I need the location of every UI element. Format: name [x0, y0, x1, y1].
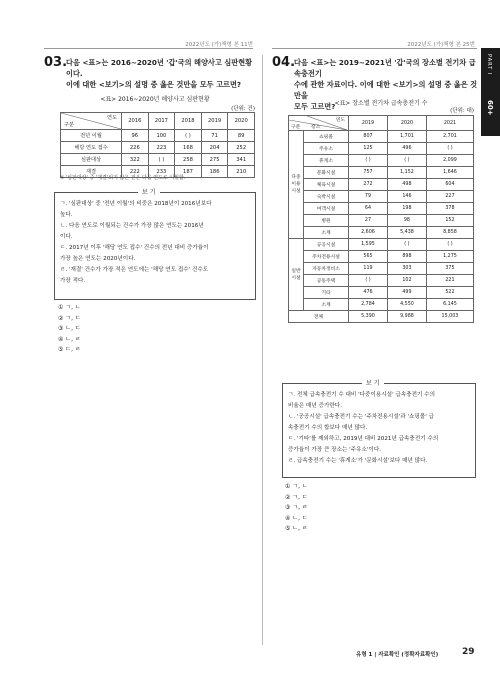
q4-row-label: 주유소: [304, 143, 349, 155]
bogi-line: 가장 적다.: [60, 278, 86, 284]
q4-row-label: 공동주택: [304, 275, 349, 287]
q4-unit: (단위: 대): [450, 108, 474, 114]
sidebar-tag: 60+: [486, 100, 494, 116]
q3-row-label: 해당 연도 접수: [61, 142, 122, 154]
table-row: [289, 191, 474, 203]
bogi-line: 비율은 매년 증가한다.: [288, 403, 342, 409]
bogi-line: 가장 높은 연도는 2020년이다.: [60, 256, 136, 262]
q4-cell: 898: [387, 251, 426, 263]
page-number: 29: [462, 647, 475, 657]
q4-text-line: 수에 관한 자료이다. 이에 대한 <보기>의 설명 중 옳은 것만을: [294, 80, 478, 100]
table-row: [289, 203, 474, 215]
q4-group2-label: 일반 시설: [289, 239, 304, 311]
q4-option-2[interactable]: ② ㄱ, ㄷ: [285, 493, 308, 501]
q4-cell: 198: [387, 203, 426, 215]
q4-cell: ( ): [387, 155, 426, 167]
q3-cell: 96: [122, 130, 149, 142]
q4-cell: 4,550: [387, 299, 426, 311]
q4-cell: 15,003: [426, 311, 473, 323]
q3-bogi-title: 보 기: [138, 187, 160, 196]
q4-bogi-box: [282, 383, 476, 478]
q4-cell: 1,701: [387, 131, 426, 143]
q3-footnote: ※ '심판대상' 중 '재결'되지 않은 건은 다음 연도로 이월함.: [60, 175, 186, 181]
q3-text-line: 이에 대한 <보기>의 설명 중 옳은 것만을 모두 고르면?: [66, 80, 242, 89]
table-row: [289, 131, 474, 143]
q3-corner-cell: [61, 113, 122, 130]
footer-label: 유형 1 | 자료확인 (정확자료확인): [356, 652, 439, 658]
bogi-line: ㄹ. '재결' 건수가 가장 적은 연도에는 '해당 연도 접수' 건수도: [60, 267, 209, 273]
q4-row-label: 체육시설: [304, 179, 349, 191]
q3-option-4[interactable]: ④ ㄴ, ㄹ: [58, 335, 81, 343]
q4-cell: 125: [349, 143, 388, 155]
table-row: [289, 251, 474, 263]
q3-bogi-box: [54, 192, 256, 300]
q4-year-header: 2020: [387, 116, 426, 131]
table-row: [289, 239, 474, 251]
table-row: [289, 275, 474, 287]
q3-option-2[interactable]: ② ㄱ, ㄷ: [58, 314, 81, 322]
q4-table-caption: <표> 장소별 전기차 급속충전기 수: [334, 100, 428, 107]
q3-table-header-row: [61, 113, 255, 130]
q4-cell: ( ): [387, 239, 426, 251]
q3-cell: 100: [148, 130, 175, 142]
q4-cell: ( ): [426, 143, 473, 155]
q3-cell: 187: [175, 166, 202, 178]
q4-row-label: 쇼핑몰: [304, 131, 349, 143]
q3-corner-bottom: 구분: [64, 122, 75, 128]
q3-number: 03.: [44, 55, 68, 70]
q4-row-label: 병원: [304, 215, 349, 227]
q3-cell: 186: [201, 166, 228, 178]
table-row: [289, 155, 474, 167]
q3-cell: 222: [122, 166, 149, 178]
q3-option-1[interactable]: ① ㄱ, ㄴ: [58, 304, 81, 311]
table-row: [61, 130, 255, 142]
q4-cell: 2,606: [349, 227, 388, 239]
q3-year-header: 2016: [122, 113, 149, 130]
q3-cell: 204: [201, 142, 228, 154]
q4-row-label: 소계: [304, 227, 349, 239]
q4-cell: 64: [349, 203, 388, 215]
q4-total-label: 전체: [289, 311, 349, 323]
q4-cell: 807: [349, 131, 388, 143]
q3-cell: ( ): [175, 130, 202, 142]
q4-table: [288, 115, 474, 323]
q3-table-caption: <표> 2016~2020년 해양사고 심판현황: [100, 96, 210, 103]
q4-row-label: 기타: [304, 287, 349, 299]
q3-text: [66, 57, 256, 90]
q4-cell: 119: [349, 263, 388, 275]
q3-table: [60, 112, 255, 178]
q4-cell: 498: [387, 179, 426, 191]
q3-cell: 168: [175, 142, 202, 154]
table-row: [289, 263, 474, 275]
q4-cell: 227: [426, 191, 473, 203]
q3-year-header: 2017: [148, 113, 175, 130]
header-rule-left: [44, 48, 253, 49]
q3-cell: 275: [201, 154, 228, 166]
q4-cell: 303: [387, 263, 426, 275]
table-row: [289, 227, 474, 239]
table-row: [61, 142, 255, 154]
q4-cell: 152: [426, 215, 473, 227]
header-rule-right: [272, 48, 477, 49]
table-row: [289, 215, 474, 227]
table-row: [289, 143, 474, 155]
q4-row-label: 휴게소: [304, 155, 349, 167]
q4-cell: 2,099: [426, 155, 473, 167]
q3-cell: 258: [175, 154, 202, 166]
q3-cell: 223: [148, 142, 175, 154]
table-row: [289, 287, 474, 299]
bogi-line: 증가율이 가장 큰 장소는 '주유소'이다.: [288, 447, 382, 453]
q4-cell: 499: [387, 287, 426, 299]
q3-option-3[interactable]: ③ ㄴ, ㄷ: [58, 325, 81, 332]
q4-cell: 98: [387, 215, 426, 227]
q3-year-header: 2018: [175, 113, 202, 130]
q4-option-3[interactable]: ③ ㄱ, ㄹ: [285, 504, 308, 511]
bogi-line: ㄷ. '기타'를 제외하고, 2019년 대비 2021년 급속충전기 수의: [288, 436, 439, 442]
q4-cell: 5,438: [387, 227, 426, 239]
q4-table-header-row: [289, 116, 474, 131]
table-row: [289, 179, 474, 191]
header-left: 2022년도 (가)책형 본 11번: [185, 42, 253, 48]
q3-options: [58, 303, 81, 356]
q3-cell: 341: [228, 154, 255, 166]
q4-row-label: 자동차정비소: [304, 263, 349, 275]
sidebar-tab: [481, 48, 500, 136]
bogi-line: 속충전기 수의 합보다 매년 많다.: [288, 425, 368, 431]
q3-cell: 252: [228, 142, 255, 154]
q4-cell: 1,152: [387, 167, 426, 179]
table-row: [61, 154, 255, 166]
q3-cell: 210: [228, 166, 255, 178]
bogi-line: 이다.: [60, 234, 73, 240]
bogi-line: ㄴ. '공공시설' 급속충전기 수는 '주차전용시설'과 '쇼핑몰' 급: [288, 414, 434, 420]
q4-cell: 221: [426, 275, 473, 287]
q4-cell: 375: [426, 263, 473, 275]
bogi-line: ㄱ. '심판대상' 중 '전년 이월'의 비중은 2018년이 2016년보다: [60, 201, 212, 207]
q3-cell: 71: [201, 130, 228, 142]
q4-number: 04.: [272, 55, 296, 70]
q4-option-4[interactable]: ④ ㄴ, ㄷ: [285, 514, 308, 522]
q4-cell: ( ): [349, 275, 388, 287]
q4-cell: 378: [426, 203, 473, 215]
q4-cell: 8,858: [426, 227, 473, 239]
q4-row-label: 숙박시설: [304, 191, 349, 203]
bogi-line: ㄴ. 다음 연도로 이월되는 건수가 가장 많은 연도는 2016년: [60, 223, 204, 229]
q3-cell: 233: [148, 166, 175, 178]
q4-cell: 272: [349, 179, 388, 191]
q4-cell: 6,145: [426, 299, 473, 311]
bogi-line: ㄱ. 전체 급속충전기 수 대비 '다중이용시설' 급속충전기 수의: [288, 392, 435, 398]
header-right: 2022년도 (가)책형 본 25번: [407, 42, 475, 48]
bogi-line: 높다.: [60, 212, 73, 218]
q4-cell: 604: [426, 179, 473, 191]
q4-text-line: 다음 <표>는 2019~2021년 '갑'국의 장소별 전기차 급속충전기: [294, 58, 476, 78]
q4-cell: 79: [349, 191, 388, 203]
q4-cell: 565: [349, 251, 388, 263]
q4-cell: 1,595: [349, 239, 388, 251]
q4-row-label: 공공시설: [304, 239, 349, 251]
q3-row-label: 재결: [61, 166, 122, 178]
q4-cell: 146: [387, 191, 426, 203]
table-row: [289, 167, 474, 179]
q4-cell: 496: [387, 143, 426, 155]
q4-group1-label: 다중 이용 시설: [289, 131, 304, 239]
bogi-line: ㄹ. 급속충전기 수는 '휴게소'가 '문화시설'보다 매년 많다.: [288, 458, 428, 464]
q4-row-label: 문화시설: [304, 167, 349, 179]
q3-cell: 89: [228, 130, 255, 142]
q4-cell: 522: [426, 287, 473, 299]
q4-corner-left: 구분: [291, 125, 301, 130]
q4-cell: 757: [349, 167, 388, 179]
table-row: [289, 311, 474, 323]
q4-cell: 5,390: [349, 311, 388, 323]
q4-corner-top: 연도: [335, 118, 345, 123]
q4-cell: 1,646: [426, 167, 473, 179]
q3-row-label: 전년 이월: [61, 130, 122, 142]
q3-row-label: 심판대상: [61, 154, 122, 166]
q4-cell: ( ): [426, 239, 473, 251]
q4-cell: 2,784: [349, 299, 388, 311]
q3-cell: 226: [122, 142, 149, 154]
q4-cell: 102: [387, 275, 426, 287]
q3-cell: 322: [122, 154, 149, 166]
q3-unit: (단위: 건): [231, 106, 255, 112]
q4-corner-cell: [289, 116, 349, 131]
q3-year-header: 2020: [228, 113, 255, 130]
sidebar-part: PART I: [486, 54, 492, 76]
q4-bogi-title: 보 기: [362, 378, 384, 387]
table-row: [289, 299, 474, 311]
bogi-line: ㄷ. 2017년 이후 '해당 연도 접수' 건수의 전년 대비 증가율이: [60, 245, 209, 251]
q4-row-label: 여객시설: [304, 203, 349, 215]
q4-option-5[interactable]: ⑤ ㄴ, ㄹ: [285, 525, 308, 532]
q4-cell: 2,701: [426, 131, 473, 143]
q3-corner-top: 연도: [106, 115, 117, 121]
q3-year-header: 2019: [201, 113, 228, 130]
q4-cell: 476: [349, 287, 388, 299]
q4-year-header: 2021: [426, 116, 473, 131]
q4-cell: 27: [349, 215, 388, 227]
q4-options: [285, 482, 308, 535]
q4-cell: 9,988: [387, 311, 426, 323]
q4-cell: ( ): [349, 155, 388, 167]
q4-row-label: 주차전용시설: [304, 251, 349, 263]
q3-cell: ( ): [148, 154, 175, 166]
q4-row-label: 소계: [304, 299, 349, 311]
column-divider: [262, 55, 263, 645]
q4-corner-mid: 장소: [311, 125, 321, 130]
q4-text-line: 모두 고르면?: [294, 102, 336, 111]
q4-cell: 1,275: [426, 251, 473, 263]
q4-option-1[interactable]: ① ㄱ, ㄴ: [285, 483, 308, 490]
q3-option-5[interactable]: ⑤ ㄷ, ㄹ: [58, 346, 81, 353]
q4-year-header: 2019: [349, 116, 388, 131]
q3-text-line: 다음 <표>는 2016~2020년 '갑'국의 해양사고 심판현황이다.: [66, 58, 253, 78]
